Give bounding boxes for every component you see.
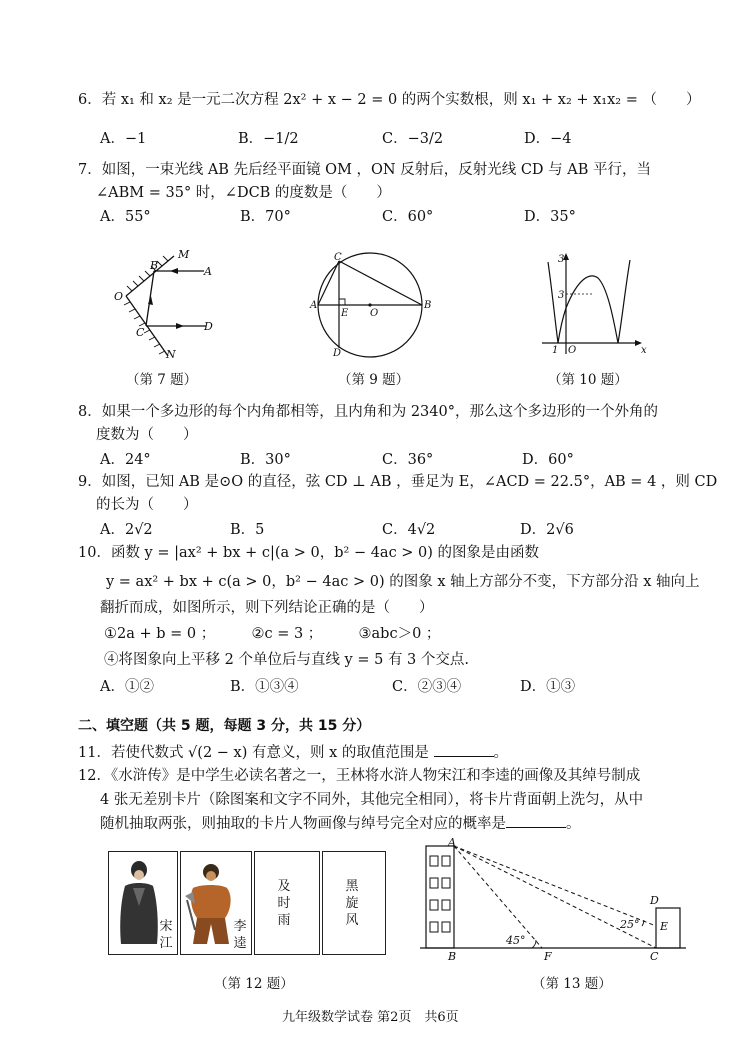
q10-option-d[interactable]: D．①③ <box>520 679 576 695</box>
q10-options <box>100 675 700 697</box>
q6-option-b[interactable]: B．−1/2 <box>238 131 299 147</box>
q10-option-c[interactable]: C．②③④ <box>392 679 462 695</box>
figure-7 <box>108 250 218 362</box>
fig10-caption: （第 10 题） <box>548 372 628 388</box>
fig13-angle-25: 25° <box>620 918 640 931</box>
fig7-label-a: A <box>204 265 212 278</box>
q7-stem-line1: 7．如图，一束光线 AB 先后经平面镜 OM ，ON 反射后，反射光线 CD 与 AB 平行，当 <box>78 162 651 178</box>
fig13-label-b: B <box>448 950 457 963</box>
q10-conclusions: ①2a + b = 0 ； ②c = 3 ； ③abc＞0 ； <box>104 626 441 642</box>
q10-conclusion-4: ④将图象向上平移 2 个单位后与直线 y = 5 有 3 个交点. <box>104 652 469 668</box>
q12-stem-text: 随机抽取两张，则抽取的卡片人物画像与绰号完全对应的概率是 <box>100 816 506 832</box>
q7-stem-line2: ∠ABM = 35° 时，∠DCB 的度数是（ ） <box>96 185 391 201</box>
fig7-label-c: C <box>136 326 145 339</box>
fig7-label-b: B <box>150 259 159 272</box>
fig13-caption: （第 13 题） <box>532 976 612 992</box>
q11-answer-blank[interactable] <box>434 742 494 757</box>
card-hei-xuan-feng <box>322 851 386 955</box>
q11-tail: 。 <box>493 745 508 761</box>
fig7-label-d: D <box>204 320 213 333</box>
q11-stem-text: 11．若使代数式 √(2 − x) 有意义，则 x 的取值范围是 <box>78 745 429 761</box>
q7-option-b[interactable]: B．70° <box>240 209 291 225</box>
figure-10 <box>538 250 650 358</box>
card-song-jiang-name: 宋 江 <box>159 919 173 951</box>
card-ji-shi-yu-text: 及 时 雨 <box>277 879 291 928</box>
q9-options <box>100 518 700 540</box>
figure-13 <box>420 838 690 964</box>
fig10-label-x: x <box>641 345 647 356</box>
q7-options <box>100 205 700 227</box>
fig10-label-o: O <box>568 345 577 356</box>
card-li-kui-name: 李 逵 <box>233 919 247 951</box>
q9-option-d[interactable]: D．2√6 <box>520 522 574 538</box>
q12-tail: 。 <box>566 816 581 832</box>
figure-9 <box>308 250 438 362</box>
q10-stem-line1: 10．函数 y = |ax² + bx + c|(a > 0，b² − 4ac > 0) 的图象是由函数 <box>78 545 540 561</box>
q6-options <box>100 127 700 149</box>
q12-stem-line3 <box>100 813 581 834</box>
q8-option-b[interactable]: B．30° <box>240 452 291 468</box>
fig7-label-n: N <box>166 348 176 361</box>
fig13-label-d: D <box>650 894 659 907</box>
section-2-title: 二、填空题（共 5 题，每题 3 分，共 15 分） <box>78 718 371 734</box>
fig9-label-c: C <box>334 252 342 263</box>
q8-option-d[interactable]: D．60° <box>522 452 574 468</box>
q10-stem-line3: 翻折而成，如图所示，则下列结论正确的是（ ） <box>100 600 434 616</box>
fig12-caption: （第 12 题） <box>214 976 294 992</box>
fig9-label-a: A <box>310 300 318 311</box>
page-footer: 九年级数学试卷 第2页 共6页 <box>282 1010 459 1025</box>
q6-stem: 6．若 x₁ 和 x₂ 是一元二次方程 2x² + x − 2 = 0 的两个实数根，则 x₁ + x₂ + x₁x₂ = （ ） <box>78 92 701 108</box>
q12-stem-line1: 12．《水浒传》是中学生必读名著之一，王林将水浒人物宋江和李逵的画像及其绰号制成 <box>78 768 641 784</box>
q11-stem <box>78 742 508 763</box>
li-kui-portrait <box>185 860 235 948</box>
fig9-label-e: E <box>341 308 349 319</box>
fig7-caption: （第 7 题） <box>126 372 198 388</box>
q8-stem-line1: 8．如果一个多边形的每个内角都相等，且内角和为 2340°，那么这个多边形的一个外角的 <box>78 404 658 420</box>
song-jiang-portrait <box>115 860 163 948</box>
q7-option-c[interactable]: C．60° <box>382 209 434 225</box>
card-li-kui <box>180 851 252 955</box>
fig13-label-a: A <box>448 836 456 849</box>
fig10-label-3: 3 <box>558 290 565 301</box>
q7-option-d[interactable]: D．35° <box>524 209 576 225</box>
q10-option-b[interactable]: B．①③④ <box>230 679 299 695</box>
fig13-angle-45: 45° <box>506 934 526 947</box>
fig9-label-d: D <box>333 348 342 359</box>
card-ji-shi-yu <box>254 851 320 955</box>
q12-stem-line2: 4 张无差别卡片（除图案和文字不同外，其他完全相同），将卡片背面朝上洗匀，从中 <box>100 792 644 808</box>
q8-stem-line2: 度数为（ ） <box>96 427 198 443</box>
fig7-label-o: O <box>114 290 124 303</box>
q9-option-b[interactable]: B．5 <box>230 522 265 538</box>
fig10-label-y3: 3 <box>558 254 565 265</box>
q8-options <box>100 448 700 470</box>
fig9-caption: （第 9 题） <box>338 372 410 388</box>
q8-option-c[interactable]: C．36° <box>382 452 434 468</box>
q9-stem-line1: 9．如图，已知 AB 是⊙O 的直径，弦 CD ⊥ AB ，垂足为 E，∠ACD = 22.5°，AB = 4 ，则 CD <box>78 474 718 490</box>
q9-stem-line2: 的长为（ ） <box>96 497 198 513</box>
fig9-label-b: B <box>424 300 432 311</box>
card-song-jiang <box>108 851 178 955</box>
q9-option-a[interactable]: A．2√2 <box>100 522 153 538</box>
fig10-label-1: 1 <box>552 345 559 356</box>
card-hei-xuan-feng-text: 黑 旋 风 <box>345 879 359 928</box>
fig7-label-m: M <box>178 248 190 261</box>
q6-option-a[interactable]: A．−1 <box>100 131 147 147</box>
q12-answer-blank[interactable] <box>506 813 566 828</box>
q8-option-a[interactable]: A．24° <box>100 452 151 468</box>
q7-option-a[interactable]: A．55° <box>100 209 151 225</box>
q10-stem-line2: y = ax² + bx + c(a > 0，b² − 4ac > 0) 的图象 x 轴上方部分不变，下方部分沿 x 轴向上 <box>106 574 700 590</box>
q10-option-a[interactable]: A．①② <box>100 679 154 695</box>
fig13-label-f: F <box>544 950 552 963</box>
fig9-label-o: O <box>370 308 379 319</box>
fig13-label-c: C <box>650 950 659 963</box>
q6-option-d[interactable]: D．−4 <box>524 131 572 147</box>
q9-option-c[interactable]: C．4√2 <box>382 522 436 538</box>
fig13-label-e: E <box>660 920 669 933</box>
q6-option-c[interactable]: C．−3/2 <box>382 131 444 147</box>
